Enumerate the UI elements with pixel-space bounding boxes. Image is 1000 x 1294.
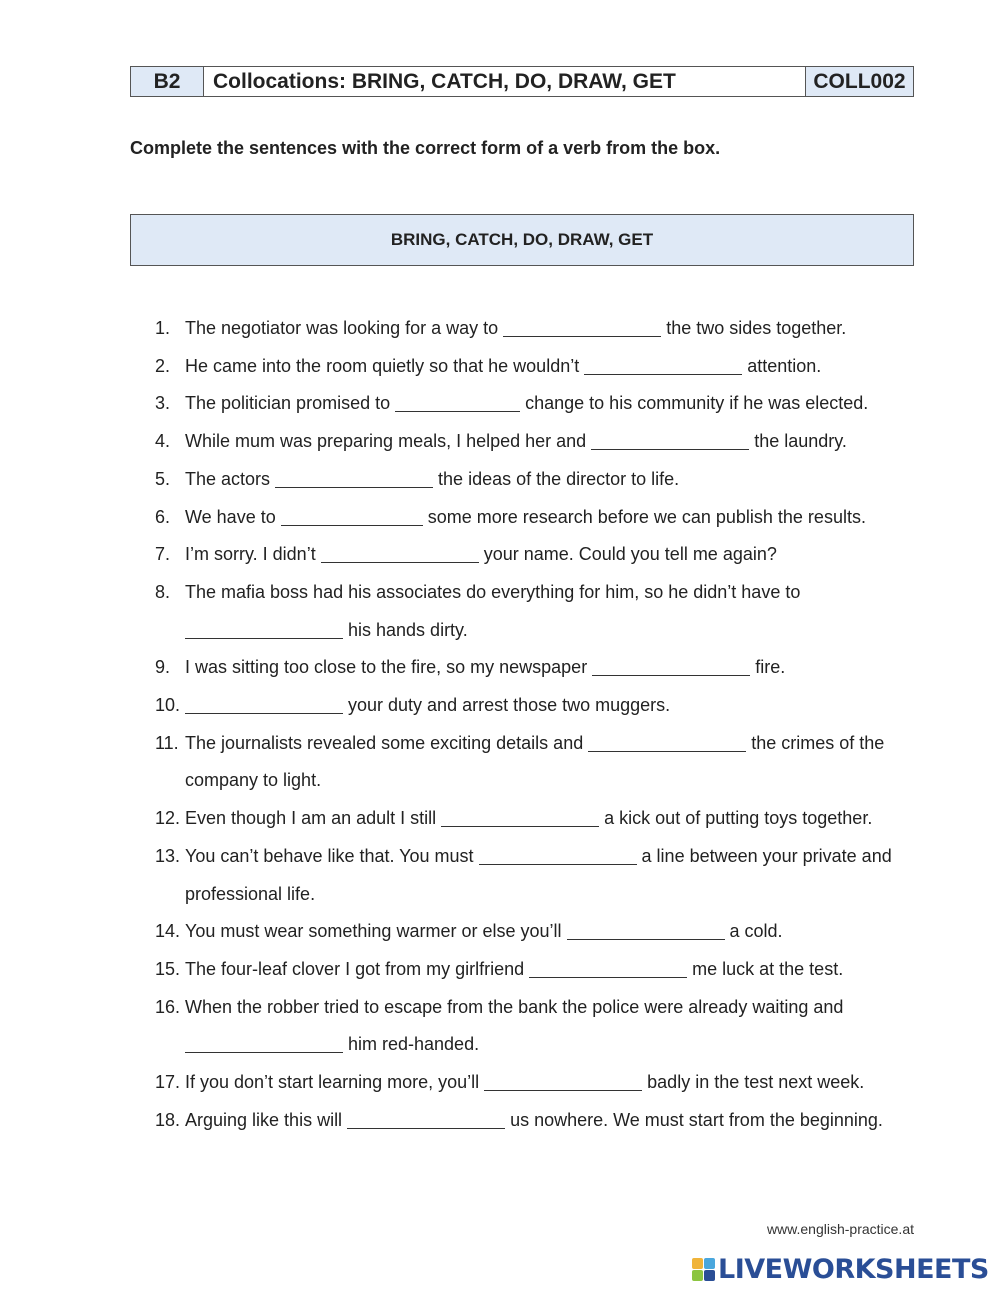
answer-blank[interactable] bbox=[321, 544, 479, 563]
exercise-item bbox=[155, 1064, 925, 1102]
exercise-sentence bbox=[185, 1102, 925, 1140]
sentence-before-gap: I was sitting too close to the fire, so my newspaper bbox=[185, 657, 593, 678]
exercise-item bbox=[155, 649, 925, 687]
sentence-after-gap: the ideas of the director to life. bbox=[433, 468, 680, 489]
exercise-number: 13. bbox=[155, 845, 181, 866]
sentence-after-gap: the crimes of the company to light. bbox=[185, 732, 885, 791]
answer-blank[interactable] bbox=[567, 921, 725, 940]
answer-blank[interactable] bbox=[347, 1110, 505, 1129]
sentence-before-gap: I’m sorry. I didn’t bbox=[185, 544, 321, 565]
sentence-after-gap: badly in the test next week. bbox=[642, 1072, 865, 1093]
liveworksheets-logo-icon bbox=[692, 1258, 715, 1281]
exercise-number: 17. bbox=[155, 1072, 181, 1093]
sentence-before-gap: Even though I am an adult I still bbox=[185, 808, 442, 829]
sentence-after-gap: the laundry. bbox=[749, 431, 847, 452]
sentence-after-gap: a cold. bbox=[724, 921, 783, 942]
exercise-item bbox=[155, 423, 925, 461]
sentence-before-gap: The negotiator was looking for a way to bbox=[185, 318, 504, 338]
exercise-sentence bbox=[185, 951, 925, 989]
answer-blank[interactable] bbox=[185, 620, 343, 639]
sentence-after-gap: some more research before we can publish the results. bbox=[422, 506, 866, 527]
answer-blank[interactable] bbox=[588, 733, 746, 752]
exercise-number: 3. bbox=[155, 393, 171, 414]
exercise-number: 12. bbox=[155, 808, 181, 829]
exercise-item bbox=[155, 385, 925, 423]
exercise-number: 4. bbox=[155, 431, 171, 452]
sentence-before-gap: The four-leaf clover I got from my girlfriend bbox=[185, 958, 530, 979]
sentence-before-gap: The journalists revealed some exciting details and bbox=[185, 732, 589, 753]
title-cell: Collocations: BRING, CATCH, DO, DRAW, GET bbox=[204, 67, 806, 97]
logo-tile-1 bbox=[692, 1258, 703, 1269]
answer-blank[interactable] bbox=[479, 846, 637, 865]
sentence-before-gap: You can’t behave like that. You must bbox=[185, 845, 479, 866]
sentence-after-gap: him red-handed. bbox=[343, 1034, 480, 1055]
word-box: BRING, CATCH, DO, DRAW, GET bbox=[130, 214, 914, 266]
exercise-sentence bbox=[185, 423, 925, 461]
exercise-sentence bbox=[185, 536, 925, 574]
sentence-before-gap: He came into the room quietly so that he wouldn’t bbox=[185, 355, 585, 376]
exercise-number: 6. bbox=[155, 506, 171, 527]
exercise-item bbox=[155, 461, 925, 499]
exercise-number: 8. bbox=[155, 581, 171, 602]
sentence-before-gap: While mum was preparing meals, I helped her and bbox=[185, 431, 592, 452]
footer-website: www.english-practice.at bbox=[766, 1221, 914, 1237]
exercise-sentence bbox=[185, 499, 925, 537]
exercise-item bbox=[155, 989, 925, 1064]
exercise-sentence bbox=[185, 1064, 925, 1102]
level-cell: B2 bbox=[131, 67, 204, 97]
answer-blank[interactable] bbox=[185, 1034, 343, 1053]
answer-blank[interactable] bbox=[185, 695, 343, 714]
sentence-before-gap: The politician promised to bbox=[185, 393, 396, 414]
exercise-sentence bbox=[185, 574, 925, 649]
exercise-item bbox=[155, 348, 925, 386]
exercise-number: 14. bbox=[155, 921, 181, 942]
sentence-before-gap: The actors bbox=[185, 468, 276, 489]
sentence-after-gap: a line between your private and professional life. bbox=[185, 845, 892, 904]
exercise-number: 1. bbox=[155, 318, 171, 338]
sentence-before-gap: When the robber tried to escape from the bank the police were already waiting and bbox=[185, 996, 844, 1017]
sentence-after-gap: your duty and arrest those two muggers. bbox=[343, 695, 671, 716]
header-table bbox=[130, 66, 914, 97]
answer-blank[interactable] bbox=[584, 356, 742, 375]
answer-blank[interactable] bbox=[592, 657, 750, 676]
answer-blank[interactable] bbox=[503, 318, 661, 337]
logo-tile-3 bbox=[692, 1270, 703, 1281]
sentence-after-gap: his hands dirty. bbox=[343, 619, 468, 640]
sentence-before-gap: You must wear something warmer or else you’ll bbox=[185, 921, 567, 942]
exercise-sentence bbox=[185, 348, 925, 386]
exercise-number: 10. bbox=[155, 695, 181, 716]
answer-blank[interactable] bbox=[484, 1072, 642, 1091]
code-cell: COLL002 bbox=[806, 67, 914, 97]
exercise-number: 18. bbox=[155, 1109, 181, 1130]
exercise-number: 7. bbox=[155, 544, 171, 565]
answer-blank[interactable] bbox=[275, 469, 433, 488]
sentence-after-gap: change to his community if he was elected. bbox=[520, 393, 869, 414]
answer-blank[interactable] bbox=[395, 393, 520, 412]
logo-tile-2 bbox=[704, 1258, 715, 1269]
answer-blank[interactable] bbox=[441, 808, 599, 827]
exercise-sentence bbox=[185, 800, 925, 838]
exercise-sentence bbox=[185, 913, 925, 951]
sentence-before-gap: If you don’t start learning more, you’ll bbox=[185, 1072, 485, 1093]
exercise-item bbox=[155, 913, 925, 951]
logo-tile-4 bbox=[704, 1270, 715, 1281]
exercise-item bbox=[155, 310, 925, 348]
exercise-number: 16. bbox=[155, 996, 181, 1017]
exercise-number: 5. bbox=[155, 468, 171, 489]
instructions: Complete the sentences with the correct form of a verb from the box. bbox=[130, 138, 721, 158]
sentence-after-gap: fire. bbox=[750, 657, 786, 678]
brand-text: LIVEWORKSHEETS bbox=[718, 1254, 989, 1285]
exercise-item bbox=[155, 951, 925, 989]
exercise-item bbox=[155, 838, 925, 913]
exercise-sentence bbox=[185, 725, 925, 800]
exercise-sentence bbox=[185, 838, 925, 913]
sentence-after-gap: attention. bbox=[742, 355, 822, 376]
sentence-after-gap: the two sides together. bbox=[661, 318, 847, 338]
exercise-number: 11. bbox=[155, 732, 179, 753]
exercise-number: 9. bbox=[155, 657, 171, 678]
sentence-before-gap: The mafia boss had his associates do everything for him, so he didn’t have to bbox=[185, 581, 801, 602]
exercise-list bbox=[155, 310, 925, 1139]
sentence-after-gap: your name. Could you tell me again? bbox=[478, 544, 777, 565]
exercise-number: 2. bbox=[155, 355, 171, 376]
sentence-after-gap: a kick out of putting toys together. bbox=[599, 808, 873, 829]
sentence-before-gap: Arguing like this will bbox=[185, 1109, 348, 1130]
sentence-before-gap: We have to bbox=[185, 506, 281, 527]
exercise-sentence bbox=[185, 989, 925, 1064]
exercise-item bbox=[155, 725, 925, 800]
exercise-sentence bbox=[185, 385, 925, 423]
exercise-sentence bbox=[185, 687, 925, 725]
exercise-item bbox=[155, 800, 925, 838]
exercise-sentence bbox=[185, 310, 925, 348]
liveworksheets-brand bbox=[692, 1254, 989, 1285]
exercise-item bbox=[155, 499, 925, 537]
answer-blank[interactable] bbox=[281, 507, 423, 526]
exercise-item bbox=[155, 536, 925, 574]
exercise-sentence bbox=[185, 649, 925, 687]
exercise-item bbox=[155, 1102, 925, 1140]
sentence-after-gap: us nowhere. We must start from the beginning. bbox=[505, 1109, 883, 1130]
answer-blank[interactable] bbox=[591, 431, 749, 450]
sentence-after-gap: me luck at the test. bbox=[687, 958, 844, 979]
exercise-item bbox=[155, 687, 925, 725]
exercise-number: 15. bbox=[155, 958, 181, 979]
exercise-sentence bbox=[185, 461, 925, 499]
exercise-item bbox=[155, 574, 925, 649]
answer-blank[interactable] bbox=[529, 959, 687, 978]
